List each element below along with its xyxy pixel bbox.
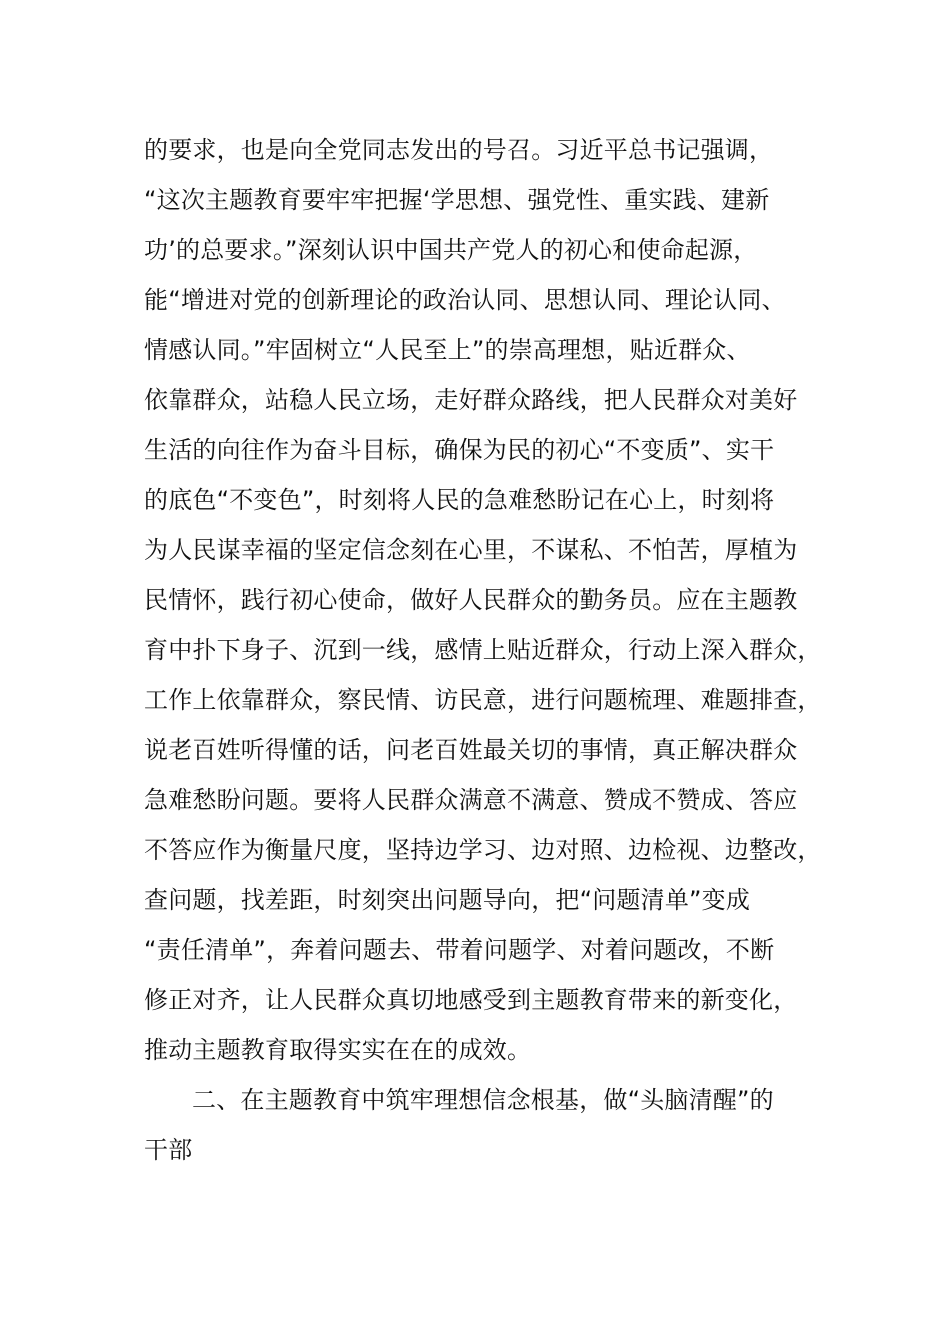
text-line: 能“增进对党的创新理论的政治认同、思想认同、理论认同、 <box>144 286 786 314</box>
text-line: 功’的总要求。”深刻认识中国共产党人的初心和使命起源， <box>144 236 758 264</box>
text-line: 急难愁盼问题。要将人民群众满意不满意、赞成不赞成、答应 <box>144 786 798 814</box>
text-line: “这次主题教育要牢牢把握‘学思想、强党性、重实践、建新 <box>144 186 770 214</box>
section-heading-continuation: 干部 <box>144 1136 193 1164</box>
text-line: 依靠群众，站稳人民立场，走好群众路线，把人民群众对美好 <box>144 386 798 414</box>
text-line: 的底色“不变色”，时刻将人民的急难愁盼记在心上，时刻将 <box>144 486 775 514</box>
text-line: 不答应作为衡量尺度，坚持边学习、边对照、边检视、边整改， <box>144 836 822 864</box>
text-line: 推动主题教育取得实实在在的成效。 <box>144 1036 532 1064</box>
text-line: 为人民谋幸福的坚定信念刻在心里，不谋私、不怕苦，厚植为 <box>144 536 798 564</box>
text-line: 修正对齐，让人民群众真切地感受到主题教育带来的新变化， <box>144 986 798 1014</box>
text-line: 情感认同。”牢固树立“人民至上”的崇高理想，贴近群众、 <box>144 336 751 364</box>
text-line: 育中扑下身子、沉到一线，感情上贴近群众，行动上深入群众， <box>144 636 822 664</box>
text-line: 的要求，也是向全党同志发出的号召。习近平总书记强调， <box>144 136 774 164</box>
section-heading: 二、在主题教育中筑牢理想信念根基，做“头脑清醒”的 <box>192 1086 774 1114</box>
text-line: “责任清单”，奔着问题去、带着问题学、对着问题改，不断 <box>144 936 775 964</box>
text-line: 查问题，找差距，时刻突出问题导向，把“问题清单”变成 <box>144 886 751 914</box>
text-line: 生活的向往作为奋斗目标，确保为民的初心“不变质”、实干 <box>144 436 775 464</box>
body-text <box>144 128 822 1178</box>
text-line: 民情怀，践行初心使命，做好人民群众的勤务员。应在主题教 <box>144 586 798 614</box>
text-line: 工作上依靠群众，察民情、访民意，进行问题梳理、难题排查， <box>144 686 822 714</box>
text-line: 说老百姓听得懂的话，问老百姓最关切的事情，真正解决群众 <box>144 736 798 764</box>
